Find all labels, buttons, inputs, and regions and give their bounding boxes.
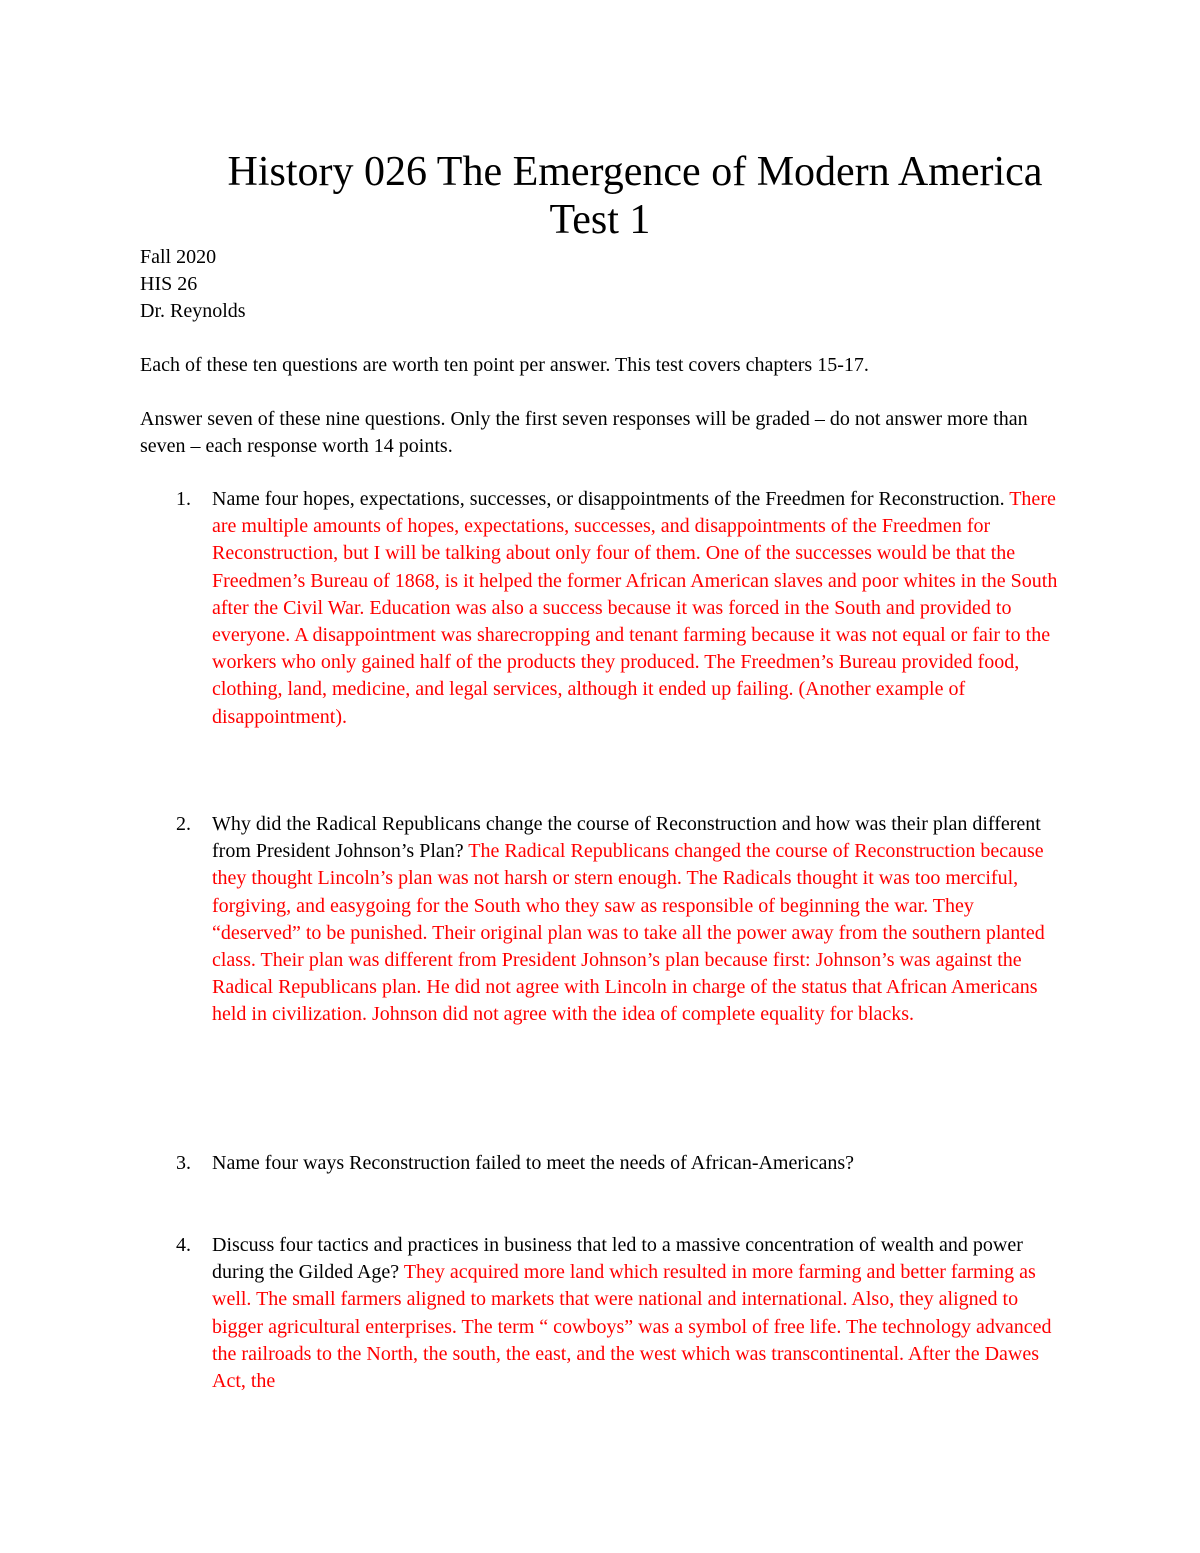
- meta-instructor: Dr. Reynolds: [140, 300, 246, 322]
- answer-text: They acquired more land which resulted in more farming and better farming as well. The small farmers aligned to markets that were national and international. Also, they aligned to bigger agricultural enterprises. The term “ cowboys” was a symbol of free life. The technology advanced the railroads to the North, the south, the east, and the west which was transcontinental. After the Dawes Act, the: [212, 1261, 1052, 1393]
- meta-term: Fall 2020: [140, 246, 217, 268]
- answer-text: The Radical Republicans changed the course of Reconstruction because they thought Lincoln’s plan was not harsh or stern enough. The Radicals thought it was too merciful, forgiving, and easygoing for the South who they saw as responsible of beginning the war. They “deserved” to be punished. Their original plan was to take all the power away from the southern planted class. Their plan was different from President Johnson’s plan because first: Johnson’s was against the Radical Republicans plan. He did not agree with Lincoln in charge of the status that African Americans held in civilization. Johnson did not agree with the idea of complete equality for blacks.: [212, 840, 1045, 1026]
- question-text: Why did the Radical Republicans change the course of Reconstruction and how was their plan different from President Johnson’s Plan?: [212, 813, 1041, 863]
- question-text: Name four hopes, expectations, successes, or disappointments of the Freedmen for Reconstruction.: [212, 488, 1005, 510]
- document-subtitle: Test 1: [549, 197, 651, 243]
- question-number: 4.: [176, 1234, 191, 1256]
- question-number: 1.: [176, 488, 191, 510]
- question-text: Name four ways Reconstruction failed to meet the needs of African-Americans?: [212, 1152, 854, 1174]
- question-number: 2.: [176, 813, 191, 835]
- document-title: History 026 The Emergence of Modern America: [227, 149, 1043, 195]
- question-number: 3.: [176, 1152, 191, 1174]
- question-body: [212, 486, 1060, 731]
- question-body: [212, 811, 1060, 1029]
- intro-paragraph-1: Each of these ten questions are worth ten point per answer. This test covers chapters 15-17.: [140, 354, 869, 376]
- question-body: [212, 1232, 1060, 1395]
- answer-text: There are multiple amounts of hopes, expectations, successes, and disappointments of the Freedmen for Reconstruction, but I will be talking about only four of them. One of the successes would be that the Freedmen’s Bureau of 1868, is it helped the former African American slaves and poor whites in the South after the Civil War. Education was also a success because it was forced in the South and provided to everyone. A disappointment was sharecropping and tenant farming because it was not equal or fair to the workers who only gained half of the products they produced. The Freedmen’s Bureau provided food, clothing, land, medicine, and legal services, although it ended up failing. (Another example of disappointment).: [212, 488, 1058, 728]
- question-body: [212, 1150, 1060, 1177]
- course-meta: [140, 244, 1060, 325]
- meta-course: HIS 26: [140, 273, 198, 295]
- intro-paragraph-2: Answer seven of these nine questions. Only the first seven responses will be graded – do not answer more than seven – each response worth 14 points.: [140, 408, 1028, 457]
- question-text: Discuss four tactics and practices in business that led to a massive concentration of wealth and power during the Gilded Age?: [212, 1234, 1023, 1284]
